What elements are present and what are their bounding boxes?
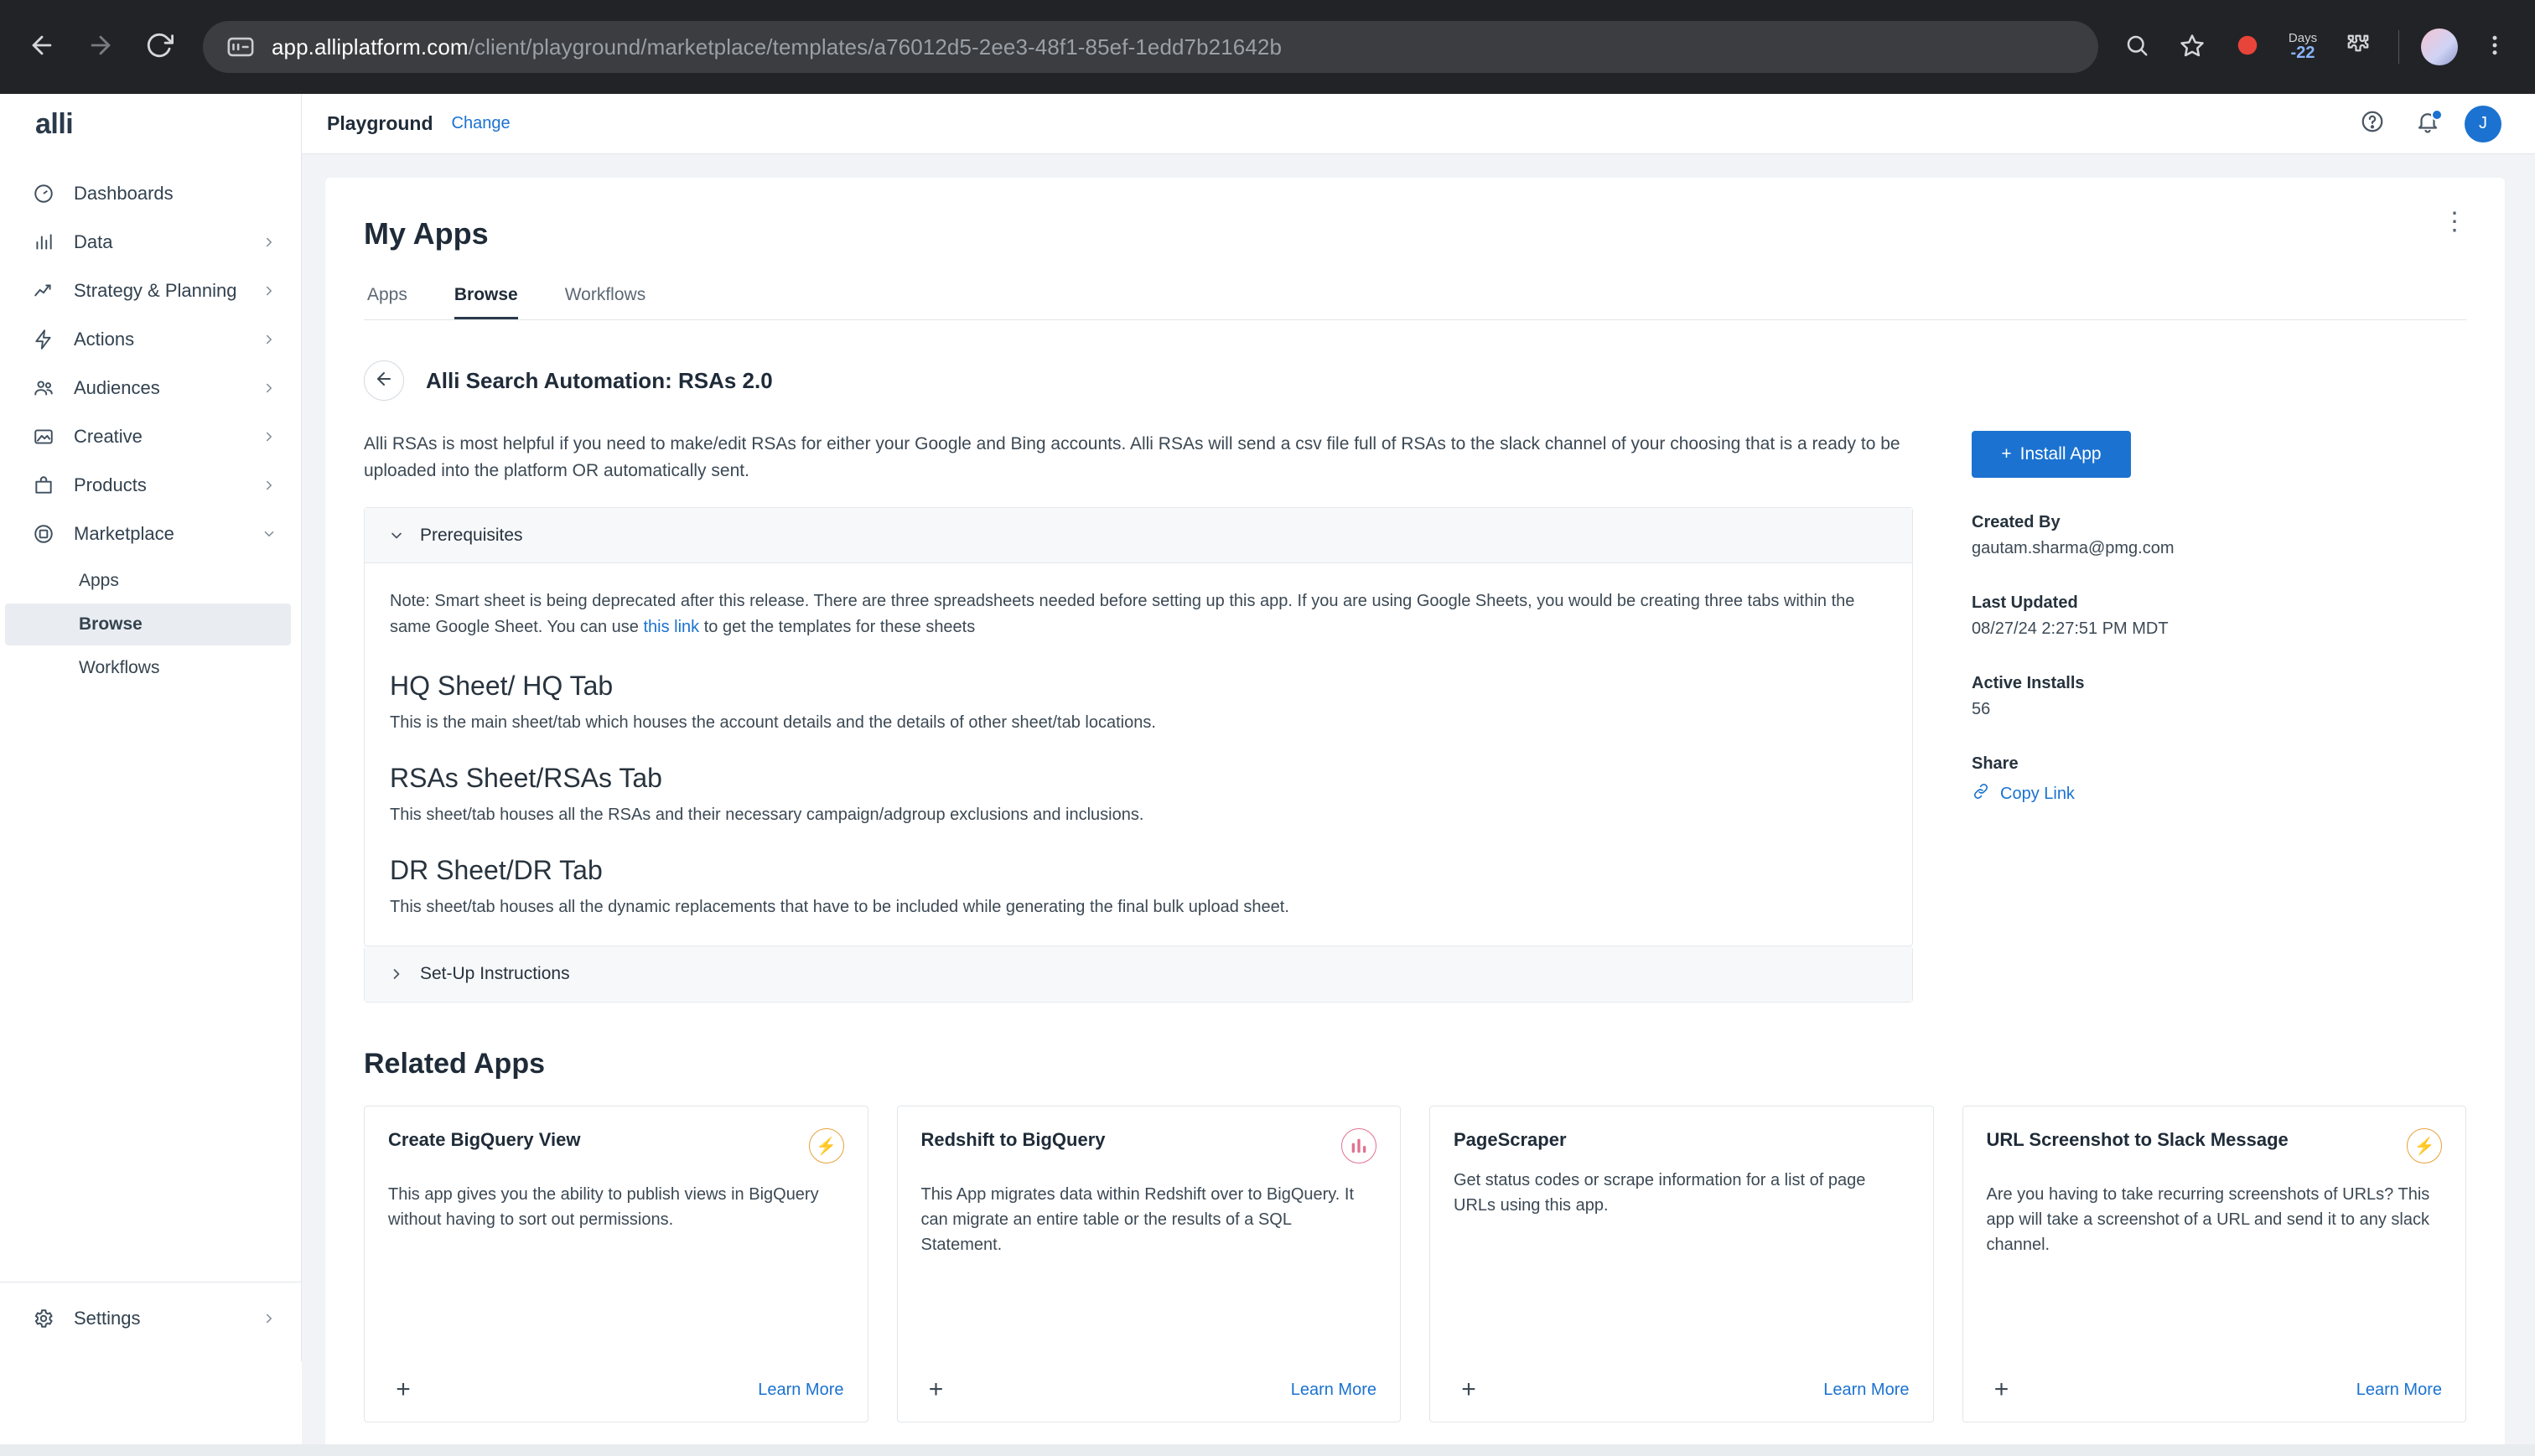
card-footer — [1454, 1375, 1910, 1405]
section-heading-dr: DR Sheet/DR Tab — [390, 855, 603, 885]
url-text — [272, 34, 1282, 60]
chrome-menu-button[interactable] — [2473, 25, 2517, 69]
prerequisites-note — [390, 588, 1887, 640]
help-button[interactable] — [2354, 106, 2391, 142]
marketplace-box-icon — [32, 522, 55, 546]
browser-toolbar — [0, 0, 2535, 94]
site-info-icon[interactable] — [226, 33, 255, 61]
page-title: My Apps — [364, 216, 489, 251]
section-desc-hq: This is the main sheet/tab which houses the account details and the details of other sheet/tab locations. — [390, 713, 1156, 732]
reload-button[interactable] — [136, 23, 183, 70]
card-header — [1987, 1128, 2443, 1163]
audiences-people-icon — [32, 376, 55, 400]
detail-left-column — [364, 431, 1913, 1003]
sidebar-item-creative[interactable] — [0, 412, 301, 461]
prerequisites-body — [365, 563, 1912, 946]
setup-instructions-header[interactable] — [365, 946, 1912, 1002]
profile-avatar-icon — [2421, 28, 2458, 65]
card-description: Are you having to take recurring screenshots of URLs? This app will take a screenshot of a URL and send it to any slack channel. — [1986, 1185, 2430, 1254]
workspace-name: Playground — [327, 112, 433, 134]
section-heading-rsas: RSAs Sheet/RSAs Tab — [390, 763, 662, 793]
add-app-button[interactable] — [1987, 1375, 2017, 1405]
page-options-button[interactable] — [2439, 206, 2470, 236]
sidebar-item-marketplace-browse[interactable] — [5, 604, 291, 645]
sidebar-item-dashboards[interactable] — [0, 169, 301, 218]
last-updated-label: Last Updated — [1972, 593, 2078, 612]
vertical-dots-icon: ⋮ — [2442, 207, 2467, 236]
app-detail-title: Alli Search Automation: RSAs 2.0 — [426, 367, 773, 393]
content-card — [325, 178, 2505, 1456]
toolbar-divider — [2398, 30, 2399, 64]
sidebar-label-products: Products — [74, 474, 147, 495]
sidebar-item-marketplace[interactable] — [0, 510, 301, 558]
sidebar-item-strategy-planning[interactable] — [0, 267, 301, 315]
card-icon-glyph: ⚡ — [816, 1137, 837, 1156]
setup-instructions-label: Set-Up Instructions — [420, 964, 570, 983]
address-bar[interactable] — [203, 21, 2098, 73]
reload-icon — [145, 31, 174, 64]
app-root — [0, 94, 2535, 1403]
card-title: Redshift to BigQuery — [920, 1129, 1106, 1150]
add-app-button[interactable] — [388, 1375, 418, 1405]
app-description: Alli RSAs is most helpful if you need to make/edit RSAs for either your Google and Bing accounts. Alli RSAs will send a csv file full of RSAs to the slack channel of your choosing that is a ready to be uploaded into the platform OR automatically sent. — [364, 434, 1900, 480]
tab-apps[interactable]: Apps — [367, 285, 407, 304]
topbar — [302, 94, 2535, 154]
sidebar-label-marketplace: Marketplace — [74, 523, 174, 544]
bolt-badge-icon — [2407, 1128, 2442, 1163]
profile-button[interactable] — [2418, 25, 2461, 69]
detail-header — [364, 360, 2466, 401]
horizontal-scrollbar[interactable] — [0, 1444, 2535, 1456]
card-footer — [388, 1375, 844, 1405]
sidebar-label-marketplace-browse: Browse — [79, 614, 143, 634]
back-arrow-icon — [374, 369, 394, 393]
tab-workflows[interactable]: Workflows — [564, 285, 646, 304]
card-description: This app gives you the ability to publish views in BigQuery without having to sort out permissions. — [388, 1185, 819, 1229]
sidebar-label-marketplace-apps: Apps — [79, 571, 119, 590]
created-by-value: gautam.sharma@pmg.com — [1972, 539, 2175, 557]
add-app-button[interactable] — [921, 1375, 951, 1405]
forward-button[interactable] — [77, 23, 124, 70]
active-installs-value: 56 — [1972, 700, 1991, 718]
section-desc-rsas: This sheet/tab houses all the RSAs and their necessary campaign/adgroup exclusions and inclusions. — [390, 806, 1144, 824]
strategy-icon — [32, 279, 55, 303]
back-arrow-icon — [28, 31, 56, 64]
days-value: -22 — [2290, 44, 2315, 63]
note-part-2: to get the templates for these sheets — [699, 618, 976, 636]
plus-icon: + — [1993, 1376, 2009, 1403]
plus-icon: + — [1461, 1376, 1476, 1403]
prerequisites-header[interactable] — [365, 508, 1912, 563]
plus-icon: + — [396, 1376, 411, 1403]
card-description: This App migrates data within Redshift over to BigQuery. It can migrate an entire table or the results of a SQL Statement. — [920, 1185, 1355, 1254]
card-header — [1454, 1128, 1910, 1153]
related-apps-list — [364, 1106, 2466, 1456]
learn-more-link[interactable]: Learn More — [758, 1380, 844, 1399]
chevron-right-icon — [261, 428, 277, 445]
share-block — [1972, 754, 2466, 806]
setup-instructions-accordion — [364, 946, 1913, 1003]
last-updated-value: 08/27/24 2:27:51 PM MDT — [1972, 619, 2169, 638]
chevron-down-icon — [261, 526, 277, 542]
sidebar-label-creative: Creative — [74, 426, 143, 447]
card-header — [388, 1128, 844, 1163]
related-app-card[interactable] — [897, 1106, 1402, 1422]
chevron-right-icon — [388, 966, 405, 982]
sidebar-label-dashboards: Dashboards — [74, 183, 174, 204]
copy-link-label: Copy Link — [2000, 784, 2075, 803]
chart-badge-icon — [1341, 1128, 1376, 1163]
shield-alert-icon — [2235, 33, 2260, 62]
note-part-1: Note: Smart sheet is being deprecated after this release. There are three spreadsheets needed before setting up this app. If you are using Google Sheets, you would be creating three tabs within the same Google Sheet. You can use — [390, 592, 1855, 636]
card-title: Create BigQuery View — [388, 1129, 581, 1150]
dashboard-icon — [32, 182, 55, 205]
products-bag-icon — [32, 474, 55, 497]
card-title: PageScraper — [1454, 1129, 1567, 1150]
detail-body — [364, 431, 2466, 1003]
related-app-card[interactable] — [1962, 1106, 2467, 1422]
install-app-button[interactable] — [1972, 431, 2131, 478]
back-button[interactable] — [18, 23, 65, 70]
sidebar-label-settings: Settings — [74, 1308, 141, 1329]
card-footer — [1987, 1375, 2443, 1405]
actions-bolt-icon — [32, 328, 55, 351]
bolt-badge-icon — [809, 1128, 844, 1163]
section-desc-dr: This sheet/tab houses all the dynamic replacements that have to be included while generating the final bulk upload sheet. — [390, 898, 1289, 916]
sidebar-label-strategy-planning: Strategy & Planning — [74, 280, 237, 301]
share-label: Share — [1972, 754, 2019, 773]
sidebar-item-audiences[interactable] — [0, 364, 301, 412]
sidebar-label-audiences: Audiences — [74, 377, 160, 398]
add-app-button[interactable] — [1454, 1375, 1484, 1405]
chevron-right-icon — [261, 282, 277, 299]
gear-icon — [32, 1307, 55, 1330]
sidebar-item-marketplace-apps[interactable] — [5, 560, 291, 602]
bookmark-button[interactable] — [2170, 25, 2214, 69]
plus-icon: + — [2001, 444, 2012, 464]
created-by-label: Created By — [1972, 513, 2061, 531]
extensions-button[interactable] — [2336, 25, 2380, 69]
sidebar-label-marketplace-workflows: Workflows — [79, 658, 160, 677]
card-footer — [921, 1375, 1377, 1405]
help-circle-icon — [2360, 109, 2385, 138]
star-icon — [2180, 33, 2205, 62]
search-icon — [2124, 33, 2149, 62]
related-apps-title: Related Apps — [364, 1048, 546, 1080]
learn-more-link[interactable]: Learn More — [2356, 1380, 2442, 1399]
tab-browse[interactable]: Browse — [454, 285, 518, 319]
card-icon-glyph: ⚡ — [2413, 1137, 2435, 1156]
days-counter-extension[interactable] — [2281, 32, 2325, 63]
avatar[interactable] — [2465, 106, 2501, 142]
card-description: Get status codes or scrape information for a list of page URLs using this app. — [1454, 1170, 1866, 1215]
sidebar-item-actions[interactable] — [0, 315, 301, 364]
sidebar-nav — [0, 154, 301, 1282]
related-app-card[interactable] — [364, 1106, 868, 1422]
chevron-right-icon — [261, 331, 277, 348]
chevron-down-icon — [388, 527, 405, 544]
extension-alert-button[interactable] — [2226, 25, 2269, 69]
card-title: URL Screenshot to Slack Message — [1986, 1129, 2289, 1150]
brand[interactable] — [0, 94, 301, 154]
sidebar-item-products[interactable] — [0, 461, 301, 510]
sidebar-item-settings[interactable] — [0, 1294, 301, 1343]
learn-more-link[interactable]: Learn More — [1290, 1380, 1376, 1399]
sidebar-footer — [0, 1282, 301, 1361]
created-by-block — [1972, 513, 2466, 558]
card-header — [921, 1128, 1377, 1163]
back-button[interactable] — [364, 360, 404, 401]
notifications-button[interactable] — [2409, 106, 2446, 142]
link-icon — [1972, 782, 1990, 806]
omnibox-search-button[interactable] — [2115, 25, 2159, 69]
plus-icon: + — [928, 1376, 944, 1403]
chevron-right-icon — [261, 477, 277, 494]
alli-logo: alli — [35, 107, 74, 140]
notification-badge — [2431, 109, 2443, 121]
copy-link-button[interactable] — [1972, 782, 2466, 806]
sidebar-label-actions: Actions — [74, 329, 135, 350]
last-updated-block — [1972, 593, 2466, 639]
detail-side-panel — [1947, 431, 2466, 1003]
puzzle-icon — [2346, 33, 2371, 62]
learn-more-link[interactable]: Learn More — [1823, 1380, 1910, 1399]
data-bars-icon — [32, 231, 55, 254]
prerequisites-accordion — [364, 507, 1913, 946]
active-installs-block — [1972, 674, 2466, 719]
prerequisites-label: Prerequisites — [420, 525, 523, 545]
main-content — [302, 154, 2535, 1456]
sidebar-label-data: Data — [74, 231, 113, 252]
creative-image-icon — [32, 425, 55, 448]
avatar-initial: J — [2479, 114, 2487, 132]
tab-bar — [364, 285, 2466, 320]
related-app-card[interactable] — [1429, 1106, 1934, 1422]
workspace-change-link[interactable]: Change — [451, 114, 511, 132]
page-wrap — [302, 94, 2535, 1403]
chevron-right-icon — [261, 380, 277, 396]
install-app-label: Install App — [2019, 444, 2102, 464]
sidebar-item-marketplace-workflows[interactable] — [5, 647, 291, 689]
chevron-right-icon — [261, 1310, 277, 1327]
chevron-right-icon — [261, 234, 277, 251]
sidebar — [0, 94, 302, 1361]
days-label: Days — [2288, 30, 2318, 45]
url-path: /client/playground/marketplace/templates/a76012d5-2ee3-48f1-85ef-1edd7b21642b — [468, 34, 1283, 60]
url-host: app.alliplatform.com — [272, 34, 469, 60]
section-heading-hq: HQ Sheet/ HQ Tab — [390, 671, 614, 701]
this-link[interactable]: this link — [643, 618, 700, 636]
sidebar-item-data[interactable] — [0, 218, 301, 267]
active-installs-label: Active Installs — [1972, 674, 2085, 692]
three-dot-menu-icon — [2482, 33, 2507, 62]
forward-arrow-icon — [86, 31, 115, 64]
